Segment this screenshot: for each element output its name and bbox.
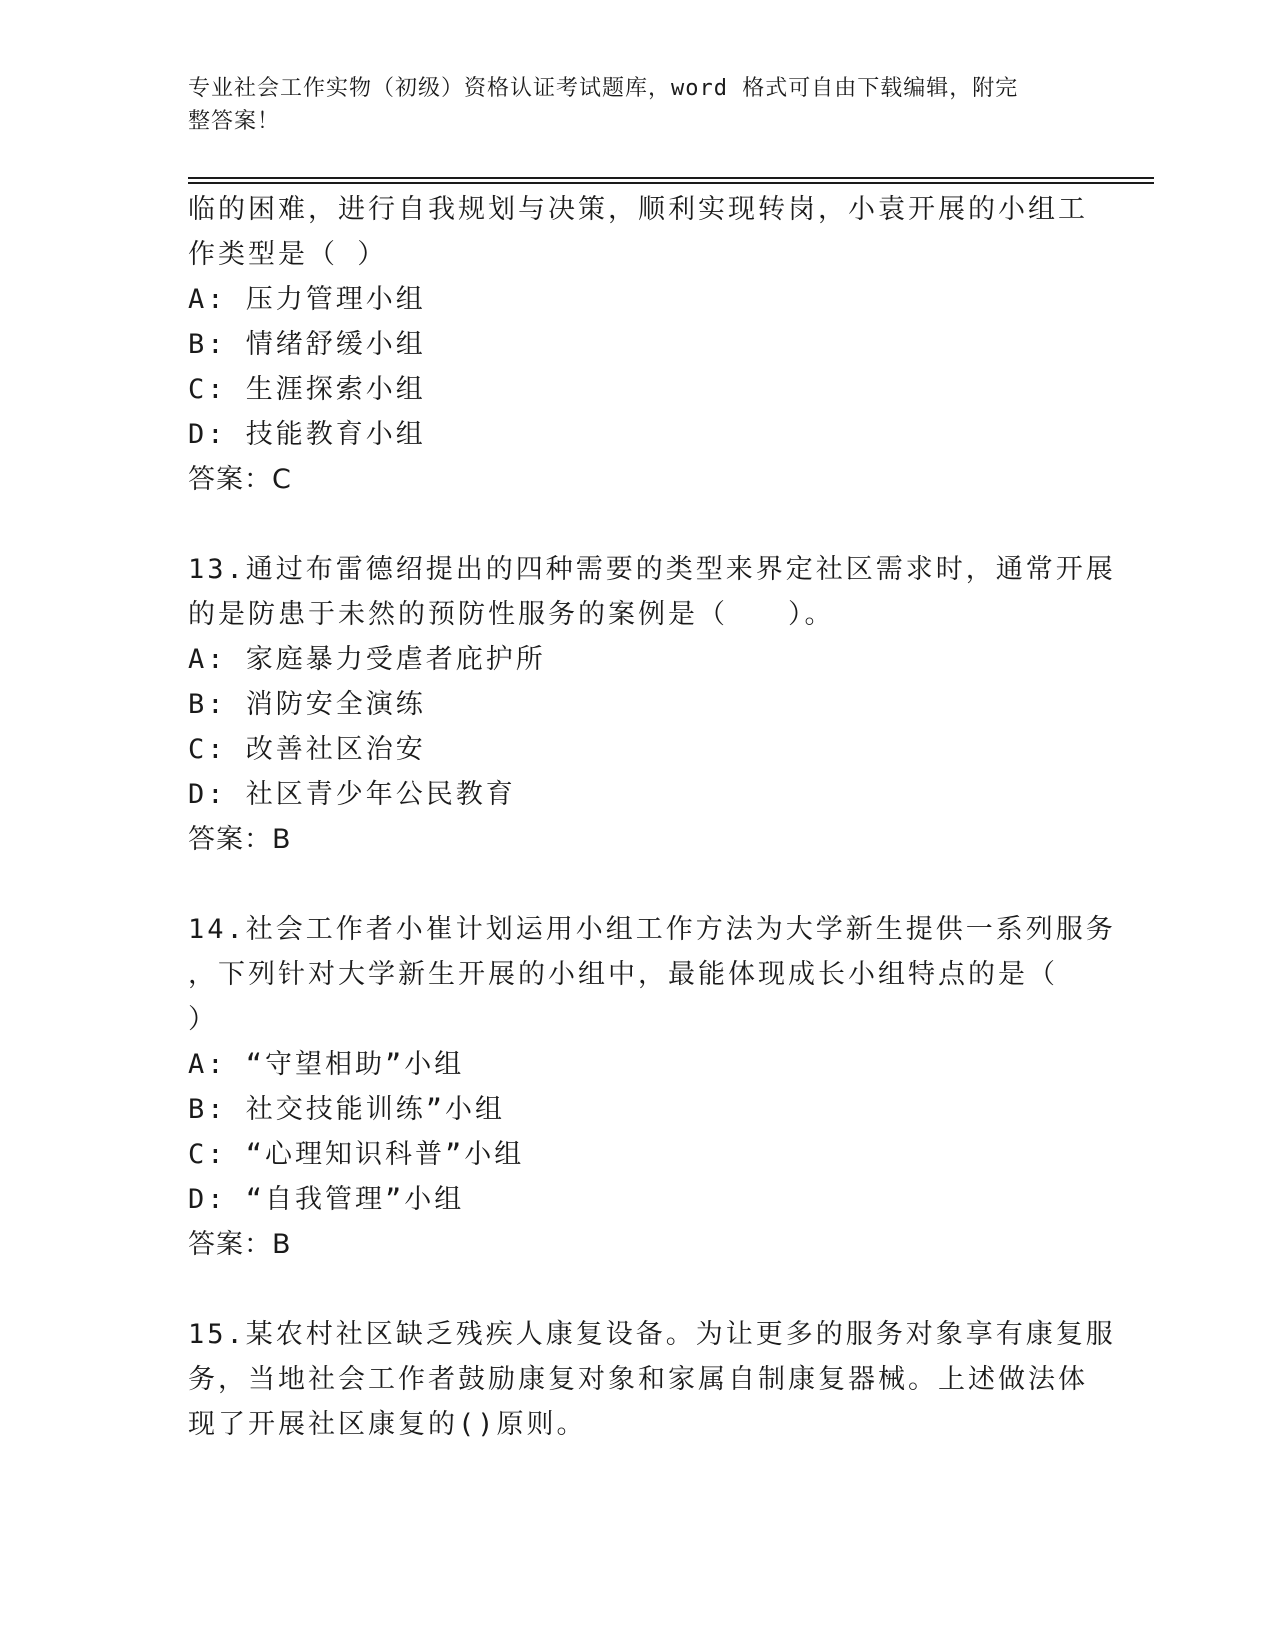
question-stem-line: 15.某农村社区缺乏残疾人康复设备。为让更多的服务对象享有康复服 bbox=[188, 1319, 1116, 1350]
option-b: B: 社交技能训练”小组 bbox=[188, 1094, 506, 1125]
option-b: B: 消防安全演练 bbox=[188, 689, 426, 720]
option-c: C: 改善社区治安 bbox=[188, 734, 426, 765]
question-stem-line: ，下列针对大学新生开展的小组中，最能体现成长小组特点的是（ bbox=[188, 959, 1058, 990]
question-stem-line: 13.通过布雷德绍提出的四种需要的类型来界定社区需求时，通常开展 bbox=[188, 554, 1116, 585]
answer-label: 答案：B bbox=[188, 1229, 292, 1260]
question-stem-line: 14.社会工作者小崔计划运用小组工作方法为大学新生提供一系列服务 bbox=[188, 914, 1116, 945]
header-divider-bottom bbox=[188, 182, 1154, 184]
header-line-2: 整答案！ bbox=[188, 109, 281, 134]
page-header bbox=[188, 72, 1068, 138]
option-c: C: “心理知识科普”小组 bbox=[188, 1139, 525, 1170]
question-stem-line: 临的困难，进行自我规划与决策，顺利实现转岗，小袁开展的小组工 bbox=[188, 194, 1088, 225]
option-a: A: “守望相助”小组 bbox=[188, 1049, 465, 1080]
option-d: D: 技能教育小组 bbox=[188, 419, 426, 450]
answer-label: 答案：C bbox=[188, 464, 292, 495]
option-d: D: 社区青少年公民教育 bbox=[188, 779, 516, 810]
option-d: D: “自我管理”小组 bbox=[188, 1184, 465, 1215]
header-line-1: 专业社会工作实物（初级）资格认证考试题库，word 格式可自由下载编辑，附完 bbox=[188, 76, 1019, 101]
option-c: C: 生涯探索小组 bbox=[188, 374, 426, 405]
question-stem-line: ） bbox=[188, 1004, 218, 1035]
answer-label: 答案：B bbox=[188, 824, 292, 855]
option-b: B: 情绪舒缓小组 bbox=[188, 329, 426, 360]
question-stem-line: 作类型是（ ） bbox=[188, 239, 388, 270]
question-stem-line: 务，当地社会工作者鼓励康复对象和家属自制康复器械。上述做法体 bbox=[188, 1364, 1088, 1395]
option-a: A: 家庭暴力受虐者庇护所 bbox=[188, 644, 546, 675]
option-a: A: 压力管理小组 bbox=[188, 284, 426, 315]
question-stem-line: 现了开展社区康复的()原则。 bbox=[188, 1409, 587, 1440]
header-divider-top bbox=[188, 177, 1154, 179]
question-stem-line: 的是防患于未然的预防性服务的案例是（ ）。 bbox=[188, 599, 835, 630]
